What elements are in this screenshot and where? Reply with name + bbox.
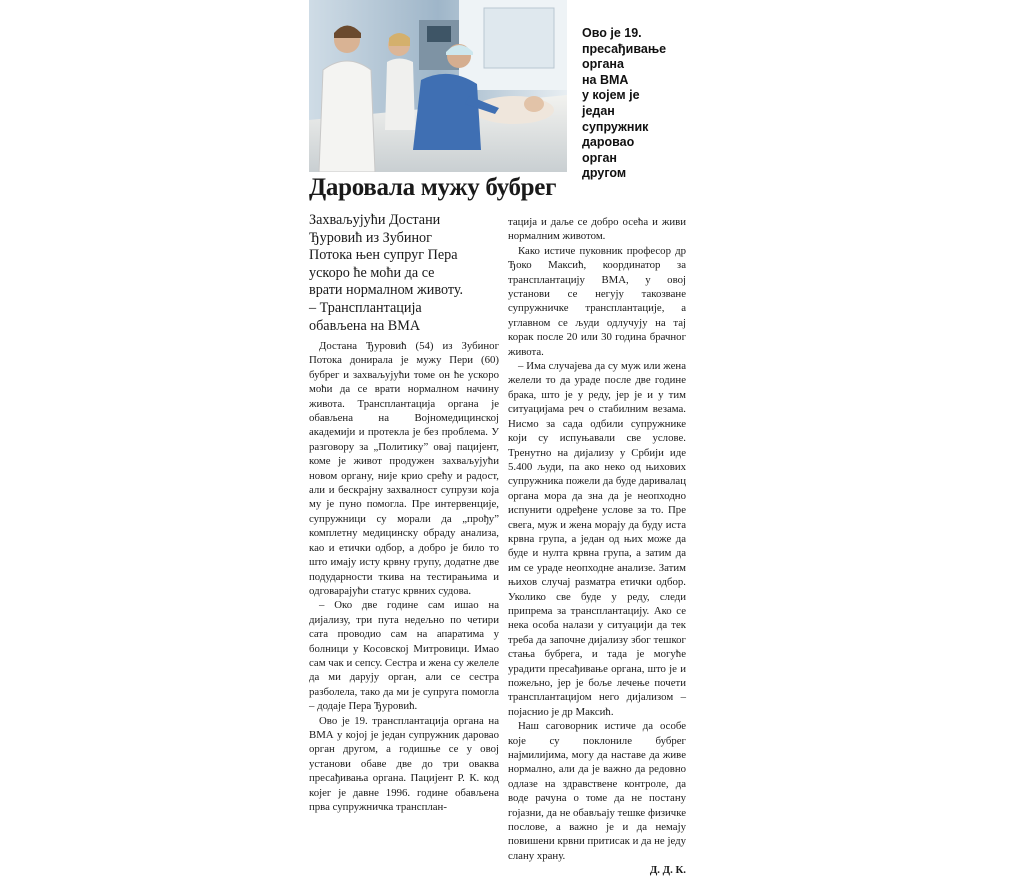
lead-line: Захваљујући Достани xyxy=(309,212,441,228)
author-signature: Д. Д. К. xyxy=(649,864,686,877)
lead-line: Потока њен супруг Пера xyxy=(309,247,458,264)
article-photo xyxy=(309,0,567,172)
lead-line: Ђуровић из Зубиног xyxy=(309,229,432,246)
caption-line: у којем је xyxy=(582,88,640,103)
caption-line: орган xyxy=(582,150,617,165)
article-column-1 xyxy=(309,339,499,814)
paragraph: – Има случајева да су муж или жена желели то да ураде после две године брака, што је у реду, јер је и у тим ситуацијама реч о стабилним везама. Нисмо за сада одбили супружнике који су испуњавали све услове. Тренутно на дијализу у Србији иде 5.400 људи, па ако неко од њихових супружника пожели да буде даривалац органа мора да зна да је неопходно испунити одређене услове за то. Пре свега, муж и жена морају да буду иста крвна група, а један од њих може да буде и нулта крвна група, а затим да им се ураде неопходне анализе. Затим њихов случај разматра етички одбор. Уколико све буде у реду, следи припрема за трансплантацију. Ако се нека особа налази у ситуацији да тек треба да започне дијализу због тешког стања бубрега, и тада је могуће урадити пресађивање органа, што је и пожељно, јер је боље лечење почети трансплантацијом него дијализом – појаснио је др Максић. xyxy=(508,360,686,718)
lead-line: ускоро ће моћи да се xyxy=(309,264,435,281)
paragraph: Наш саговорник истиче да особе које су поклониле бубрег најмилијима, могу да наставе да живе нормално, али да је важно да редовно одлазе на здравствене контроле, да воде рачуна о томе да не постану гојазни, да не обављају тешке физичке послове, а важно је и да немају повишени крвни притисак и да не једу слану храну. xyxy=(508,720,686,862)
paragraph: Ово је 19. трансплантација органа на ВМА у којој је један супружник даровао орган другом, а годишње се у овој установи обаве две до три оваква пресађивања органа. Пацијент Р. К. код којег је давне 1996. године обављена прва супружничка трансплан- xyxy=(309,714,499,813)
hospital-scene-image xyxy=(309,0,567,172)
caption-line: Ово је 19. xyxy=(582,26,642,40)
caption-line: органа xyxy=(582,57,624,72)
caption-line: на ВМА xyxy=(582,72,629,87)
caption-line: пресађивање xyxy=(582,41,667,56)
lead-line: обављена на ВМА xyxy=(309,317,421,334)
photo-caption xyxy=(582,26,692,182)
article-lead xyxy=(309,212,499,335)
caption-line: другом xyxy=(582,166,627,181)
paragraph: – Око две године сам ишао на дијализу, три пута недељно по четири сата проводио сам на апаратима у болници у Косовској Митровици. Имао сам чак и сепсу. Сестра и жена су желеле да ми дарују орган, али се сестра разболела, тако да ми је супруга помогла – додаје Пера Ђуровић. xyxy=(309,599,499,713)
article-headline: Даровала мужу бубрег xyxy=(309,174,557,201)
caption-line: један xyxy=(582,103,615,118)
paragraph: Достана Ђуровић (54) из Зубиног Потока донирала је мужу Пери (60) бубрег и захваљујући томе он ће ускоро моћи да се врати нормалном начину живота. Трансплантација органа је обављена на Војномедицинској академији и протекла је без проблема. У разговору за „Политику” овај пацијент, коме је живот продужен захваљујући новом органу, није крио срећу и радост, али и бескрајну захвалност супрузи која му је пуно помогла. Пре интервенције, супружници су морали да „прођу” комплетну медицинску обраду анализа, као и етички одбор, а добро је било то што имају исту крвну групу, додатне две подударности ткива на тестирањима и одговарајући статус крвних судова. xyxy=(309,340,499,597)
article-column-2 xyxy=(508,215,686,878)
paragraph: тација и даље се добро осећа и живи нормалним животом. xyxy=(508,216,686,243)
caption-line: супружник xyxy=(582,119,649,134)
lead-line: врати нормалном животу. xyxy=(309,282,464,299)
paragraph: Како истиче пуковник професор др Ђоко Максић, координатор за трансплантацију ВМА, у овој установи се негују такозване супружничке трансплантације, а углавном се људи одлучују на тај корак после 20 или 30 година брачног живота. xyxy=(508,244,686,358)
lead-line: – Трансплантација xyxy=(309,299,422,316)
caption-line: даровао xyxy=(582,135,635,150)
